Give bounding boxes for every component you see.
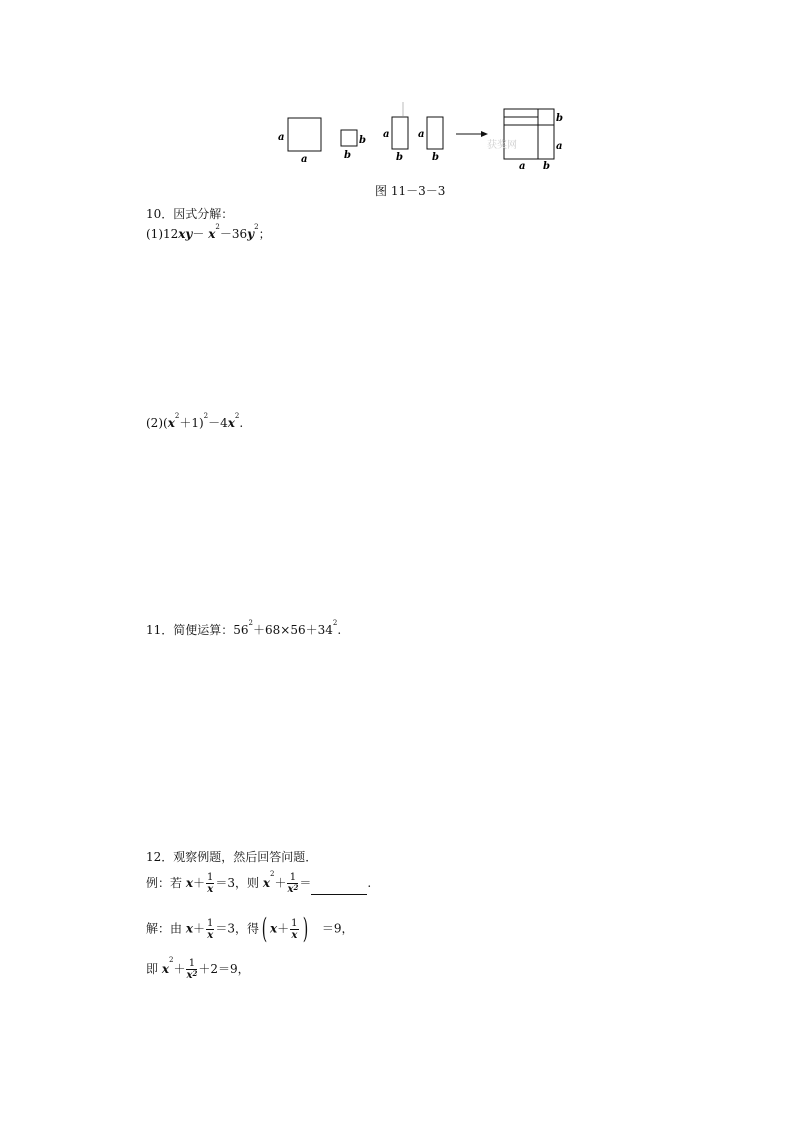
label-a-side: a	[278, 132, 285, 143]
label-rect2-a: a	[418, 129, 425, 140]
rect-ab-2	[427, 117, 443, 149]
rect-ab-1	[392, 117, 408, 149]
q10-part1: $(1)12xy- x^2-36y^2$；	[146, 223, 271, 241]
label-a-bottom: a	[301, 154, 308, 165]
label-big-b-bottom: b	[543, 161, 550, 172]
watermark: 获奖网	[487, 140, 517, 151]
answer-blank[interactable]	[311, 882, 367, 895]
square-decomposition-diagram	[270, 100, 570, 172]
q10-stem: 10．因式分解：	[146, 207, 234, 221]
square-a	[288, 118, 321, 151]
arrow-head	[481, 131, 488, 137]
q12-solution: 解：由 x＋ $\frac{1}{x}$ ＝3，得( x＋ $\frac{1}{x}$ ) ＝9，	[146, 912, 354, 945]
label-big-a-bottom: a	[519, 161, 526, 172]
label-rect1-b: b	[396, 152, 403, 163]
label-big-b-side: b	[556, 113, 563, 124]
square-b	[341, 130, 357, 146]
label-big-a-side: a	[556, 141, 563, 152]
label-rect2-b: b	[432, 152, 439, 163]
label-b-bottom: b	[344, 150, 351, 161]
figure-11-3-3	[270, 100, 570, 172]
q11: 11．简便运算：$56^2+68\times 56+34^2$.	[146, 619, 342, 637]
figure-caption: 图 11－3－3	[375, 184, 446, 198]
q12-stem: 12．观察例题，然后回答问题．	[146, 850, 318, 864]
q10-part2: $(2)(x^2+1)^2-4x^2$.	[146, 412, 244, 430]
label-rect1-a: a	[383, 129, 390, 140]
q12-then: 即 $x^2+$ $\frac{1}{x^2}$ ＋2＝9，	[146, 956, 250, 981]
q12-example: 例：若 x＋ $\frac{1}{x}$ ＝3，则 $x^2+$ $\frac{1}{x^2}$ ＝ .	[146, 870, 372, 895]
label-b-side: b	[359, 135, 366, 146]
